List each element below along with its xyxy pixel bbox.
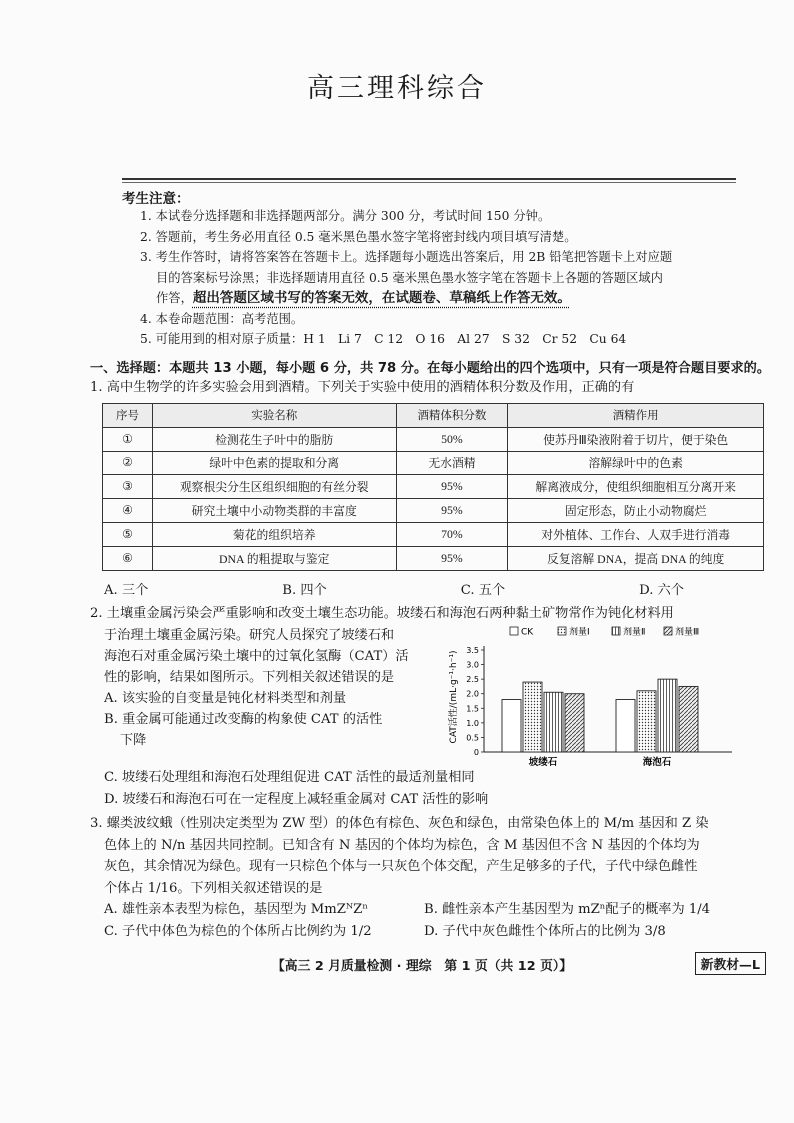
y-tick-label: 1.5 bbox=[466, 704, 479, 714]
bar-palygorskite-s0 bbox=[502, 700, 521, 752]
cell-concentration: 95% bbox=[396, 546, 508, 570]
option-a: A. 三个 bbox=[104, 583, 149, 598]
cell-function: 固定形态，防止小动物腐烂 bbox=[508, 499, 764, 523]
q2-option-b-cont: 下降 bbox=[120, 733, 147, 748]
q3-option-b: B. 雌性亲本产生基因型为 mZⁿ配子的概率为 1/4 bbox=[424, 902, 711, 917]
cell-experiment: 绿叶中色素的提取和分离 bbox=[152, 451, 396, 475]
bar-sepiolite-s0 bbox=[616, 700, 635, 752]
q2-stem: 2. 土壤重金属污染会严重影响和改变土壤生态功能。坡缕石和海泡石两种黏土矿物常作为钝化材料用 bbox=[90, 606, 674, 621]
q2-option-b: B. 重金属可能通过改变酶的构象使 CAT 的活性 bbox=[104, 712, 383, 727]
cell-function: 反复溶解 DNA，提高 DNA 的纯度 bbox=[508, 546, 764, 570]
cell-concentration: 无水酒精 bbox=[396, 451, 508, 475]
q3-line: 3. 螺类波纹蛾（性别决定类型为 ZW 型）的体色有棕色、灰色和绿色，由常染色体上的 M/m 基因和 Z 染 bbox=[90, 816, 709, 831]
q3-stem bbox=[90, 813, 766, 899]
notice-text: 作答， bbox=[156, 291, 193, 305]
notice-emphasis: 超出答题区域书写的答案无效，在试题卷、草稿纸上作答无效。 bbox=[192, 290, 571, 306]
cell-experiment: 观察根尖分生区组织细胞的有丝分裂 bbox=[152, 475, 396, 499]
notice-item: 1. 本试卷分选择题和非选择题两部分。满分 300 分，考试时间 150 分钟。 bbox=[140, 209, 551, 223]
chart-ylabel: CAT活性/(mL·g⁻¹·h⁻¹) bbox=[449, 650, 459, 744]
bar-sepiolite-s1 bbox=[637, 691, 656, 752]
q3-options bbox=[90, 899, 780, 942]
notice-item-cont bbox=[122, 288, 736, 309]
x-category-label: 坡缕石 bbox=[528, 757, 558, 768]
bar-palygorskite-s1 bbox=[523, 682, 542, 752]
q3-option-c: C. 子代中体色为棕色的个体所占比例约为 1/2 bbox=[104, 923, 372, 939]
q3-line: 个体占 1/16。下列相关叙述错误的是 bbox=[104, 880, 323, 896]
legend-swatch bbox=[612, 627, 620, 635]
notice-item: 4. 本卷命题范围：高考范围。 bbox=[140, 311, 304, 326]
cell-concentration: 50% bbox=[396, 427, 508, 451]
y-tick-label: 0.5 bbox=[466, 733, 479, 743]
bar-sepiolite-s2 bbox=[658, 679, 677, 752]
notice-item: 3. 考生作答时，请将答案答在答题卡上。选择题每小题选出答案后，用 2B 铅笔把答题卡上对应题 bbox=[140, 250, 673, 264]
cell-function: 解离液成分，使组织细胞相互分离开来 bbox=[508, 475, 764, 499]
table-header: 酒精作用 bbox=[508, 404, 764, 428]
legend-swatch bbox=[558, 627, 566, 635]
cell-function: 对外植体、工作台、人双手进行消毒 bbox=[508, 522, 764, 546]
table-row bbox=[103, 451, 764, 475]
cell-function: 溶解绿叶中的色素 bbox=[508, 451, 764, 475]
notice-list bbox=[122, 206, 736, 350]
legend-label: 剂量Ⅲ bbox=[675, 627, 700, 638]
q3-option-d: D. 子代中灰色雌性个体所占的比例为 3/8 bbox=[424, 923, 666, 939]
table-row bbox=[103, 546, 764, 570]
y-tick-label: 2.0 bbox=[466, 689, 479, 699]
notice-item: 2. 答题前，考生务必用直径 0.5 毫米黑色墨水签字笔将密封线内项目填写清楚。 bbox=[140, 229, 577, 244]
cell-index: ② bbox=[103, 451, 153, 475]
cell-index: ⑥ bbox=[103, 546, 153, 570]
bar-palygorskite-s3 bbox=[565, 694, 584, 752]
page-title: 高三理科综合 bbox=[307, 73, 487, 104]
table-header: 酒精体积分数 bbox=[396, 404, 508, 428]
y-tick-label: 2.5 bbox=[466, 675, 479, 685]
q2-line: 海泡石对重金属污染土壤中的过氧化氢酶（CAT）活 bbox=[104, 649, 409, 664]
option-b: B. 四个 bbox=[282, 583, 327, 598]
table-row bbox=[103, 522, 764, 546]
table-row bbox=[103, 499, 764, 523]
notice-item-cont: 目的答案标号涂黑；非选择题请用直径 0.5 毫米黑色墨水签字笔在答题卡上各题的答题区域内 bbox=[156, 270, 663, 285]
cell-experiment: 检测花生子叶中的脂肪 bbox=[152, 427, 396, 451]
q2-option-a: A. 该实验的自变量是钝化材料类型和剂量 bbox=[104, 691, 347, 706]
table-row bbox=[103, 475, 764, 499]
q2-option-c: C. 坡缕石处理组和海泡石处理组促进 CAT 活性的最适剂量相同 bbox=[104, 770, 475, 785]
cell-experiment: 研究土壤中小动物类群的丰富度 bbox=[152, 499, 396, 523]
cell-index: ⑤ bbox=[103, 522, 153, 546]
q2-line: 于治理土壤重金属污染。研究人员探究了坡缕石和 bbox=[104, 628, 395, 643]
cell-index: ① bbox=[103, 427, 153, 451]
x-category-label: 海泡石 bbox=[642, 757, 672, 768]
table-row bbox=[103, 427, 764, 451]
cell-concentration: 70% bbox=[396, 522, 508, 546]
legend-swatch bbox=[510, 627, 518, 635]
header-rule-thin bbox=[122, 182, 736, 183]
y-tick-label: 0 bbox=[473, 748, 479, 757]
legend-label: 剂量Ⅰ bbox=[569, 627, 590, 638]
q3-line: 灰色，其余情况为绿色。现有一只棕色个体与一只灰色个体交配，产生足够多的子代，子代中绿色雌性 bbox=[104, 859, 698, 874]
bar-sepiolite-s3 bbox=[679, 686, 698, 752]
chart-legend bbox=[510, 626, 699, 638]
cell-experiment: 菊花的组织培养 bbox=[152, 522, 396, 546]
legend-swatch bbox=[664, 627, 672, 635]
cell-index: ④ bbox=[103, 499, 153, 523]
table-header: 序号 bbox=[103, 404, 153, 428]
section-heading: 一、选择题：本题共 13 小题，每小题 6 分，共 78 分。在每小题给出的四个选项中，只有一项是符合题目要求的。 bbox=[90, 361, 771, 376]
table-header: 实验名称 bbox=[152, 404, 396, 428]
option-d: D. 六个 bbox=[639, 583, 684, 598]
cell-index: ③ bbox=[103, 475, 153, 499]
chart-bars bbox=[502, 679, 698, 768]
edition-tag: 新教材—L bbox=[695, 952, 766, 975]
q1-table bbox=[102, 403, 764, 571]
cell-function: 使苏丹Ⅲ染液附着于切片，便于染色 bbox=[508, 427, 764, 451]
q2-option-d: D. 坡缕石和海泡石可在一定程度上减轻重金属对 CAT 活性的影响 bbox=[104, 792, 489, 807]
legend-label: CK bbox=[521, 627, 534, 638]
y-tick-label: 3.5 bbox=[466, 646, 479, 655]
legend-label: 剂量Ⅱ bbox=[623, 627, 646, 638]
q2-line: 性的影响，结果如图所示。下列相关叙述错误的是 bbox=[104, 670, 395, 685]
y-tick-label: 1.0 bbox=[466, 718, 479, 728]
cell-concentration: 95% bbox=[396, 499, 508, 523]
header-rule bbox=[122, 178, 736, 180]
y-tick-label: 3.0 bbox=[466, 660, 479, 670]
q3-line: 色体上的 N/n 基因共同控制。已知含有 N 基因的个体均为棕色，含 M 基因但不含 N 基因的个体均为 bbox=[104, 837, 700, 853]
q1-stem: 1. 高中生物学的许多实验会用到酒精。下列关于实验中使用的酒精体积分数及作用，正确的有 bbox=[90, 380, 635, 395]
notice-item: 5. 可能用到的相对原子质量：H 1 Li 7 C 12 O 16 Al 27 S 32 Cr 52 Cu 64 bbox=[140, 332, 627, 346]
option-c: C. 五个 bbox=[460, 583, 506, 598]
q1-options bbox=[90, 580, 766, 602]
cell-concentration: 95% bbox=[396, 475, 508, 499]
cell-experiment: DNA 的粗提取与鉴定 bbox=[152, 546, 396, 570]
q2-stem-rest bbox=[90, 625, 420, 751]
cat-activity-chart bbox=[440, 622, 740, 772]
footer-text: 【高三 2 月质量检测 · 理综 第 1 页（共 12 页）】 bbox=[272, 959, 573, 974]
notice-heading: 考生注意： bbox=[122, 191, 190, 207]
bar-palygorskite-s2 bbox=[544, 692, 563, 752]
q3-option-a: A. 雄性亲本表型为棕色，基因型为 MmZᴺZⁿ bbox=[104, 902, 369, 917]
